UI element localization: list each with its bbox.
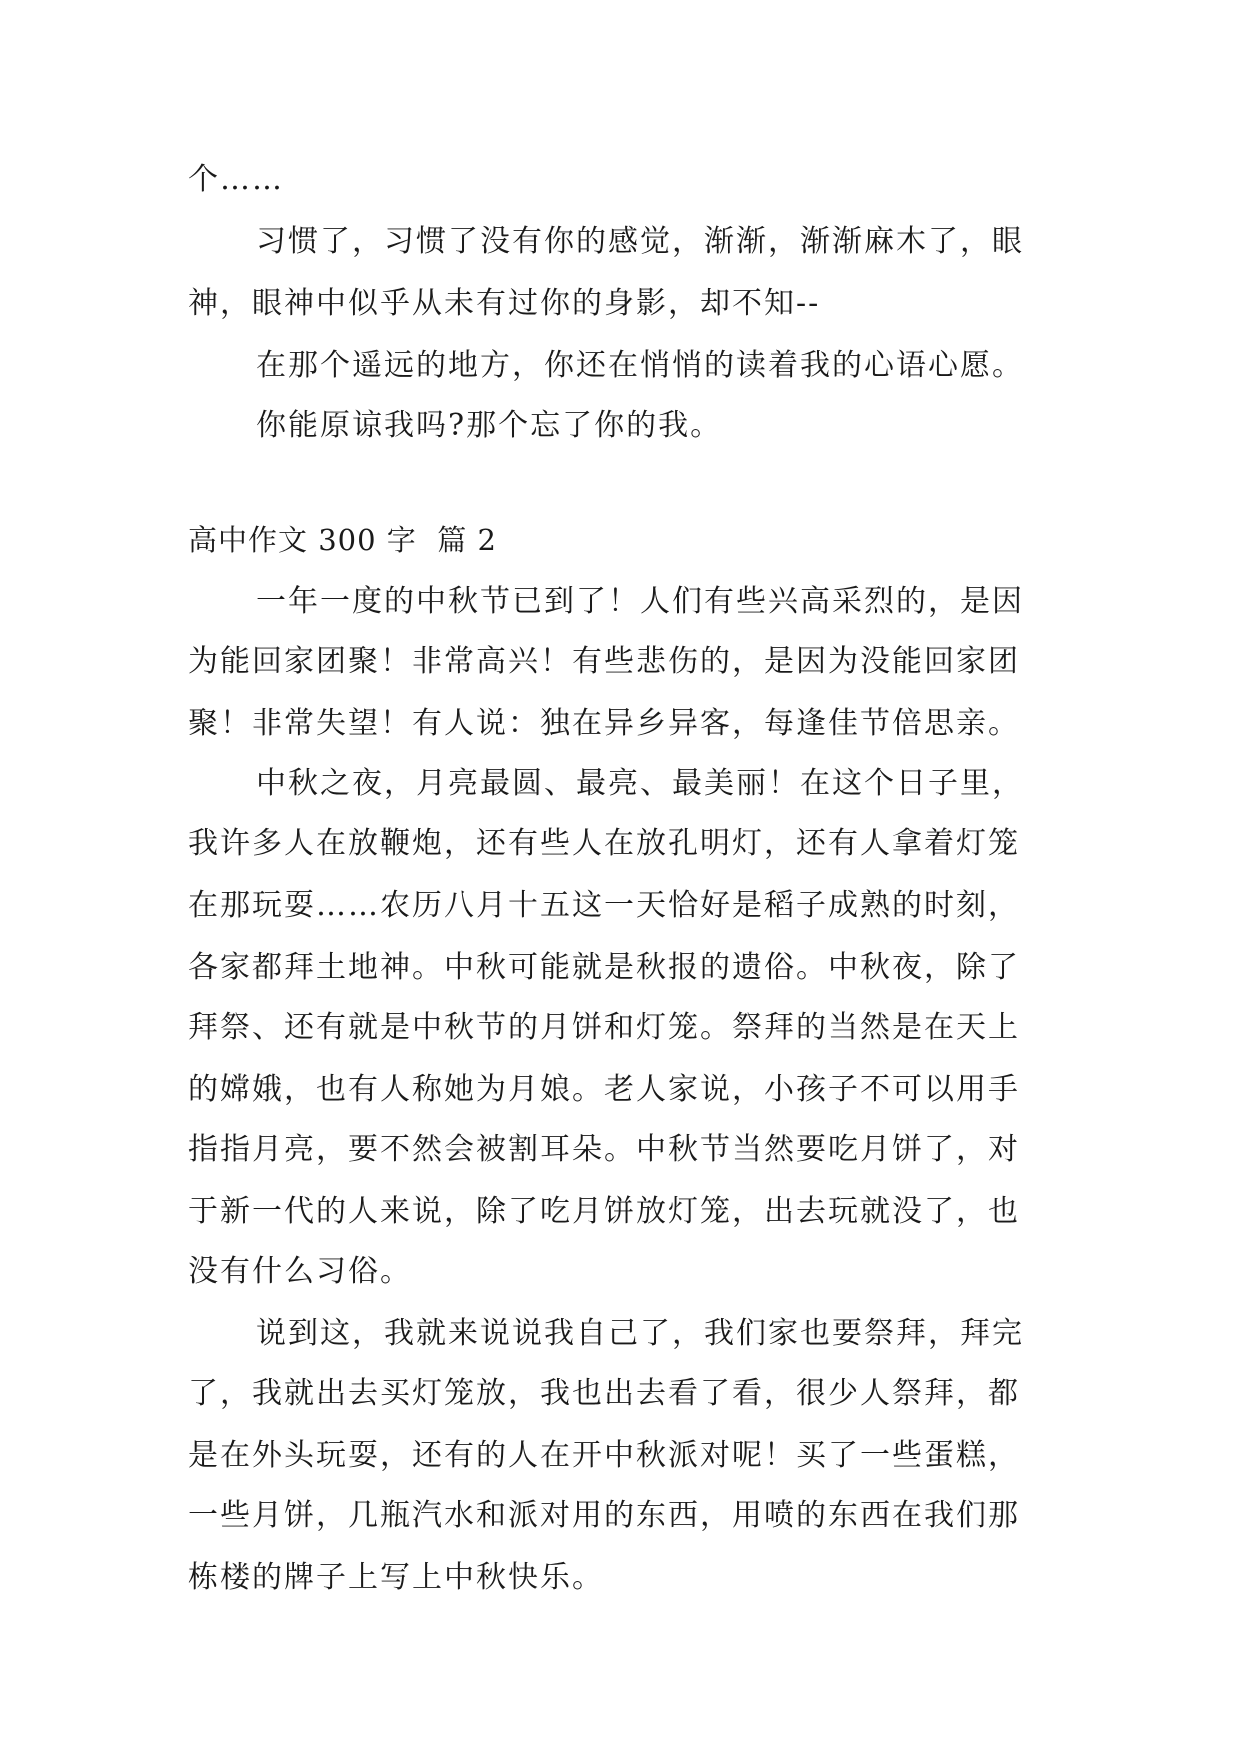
text-line: 为能回家团聚！非常高兴！有些悲伤的，是因为没能回家团 <box>188 644 1020 679</box>
text-line: 个…… <box>188 162 284 197</box>
text-line: 拜祭、还有就是中秋节的月饼和灯笼。祭拜的当然是在天上 <box>188 1010 1020 1045</box>
text-line: 聚！非常失望！有人说：独在异乡异客，每逢佳节倍思亲。 <box>188 706 1020 741</box>
section-heading: 高中作文 300 字 篇 2 <box>188 523 497 557</box>
paragraph-first-line: 在那个遥远的地方，你还在悄悄的读着我的心语心愿。 <box>256 348 1024 383</box>
text-line: 了，我就出去买灯笼放，我也出去看了看，很少人祭拜，都 <box>188 1376 1020 1411</box>
text-line: 指指月亮，要不然会被割耳朵。中秋节当然要吃月饼了，对 <box>188 1132 1020 1167</box>
text-line: 栋楼的牌子上写上中秋快乐。 <box>188 1560 604 1595</box>
text-line: 是在外头玩耍，还有的人在开中秋派对呢！买了一些蛋糕， <box>188 1438 1020 1473</box>
text-line: 各家都拜土地神。中秋可能就是秋报的遗俗。中秋夜，除了 <box>188 950 1020 985</box>
text-line: 神，眼神中似乎从未有过你的身影，却不知-- <box>188 286 821 321</box>
paragraph-first-line: 中秋之夜，月亮最圆、最亮、最美丽！在这个日子里， <box>256 766 1024 801</box>
paragraph-first-line: 说到这，我就来说说我自己了，我们家也要祭拜，拜完 <box>256 1316 1024 1351</box>
text-line: 的嫦娥，也有人称她为月娘。老人家说，小孩子不可以用手 <box>188 1072 1020 1107</box>
text-line: 没有什么习俗。 <box>188 1254 412 1289</box>
paragraph-first-line: 习惯了，习惯了没有你的感觉，渐渐，渐渐麻木了，眼 <box>256 224 1024 259</box>
text-line: 我许多人在放鞭炮，还有些人在放孔明灯，还有人拿着灯笼 <box>188 826 1020 861</box>
text-line: 在那玩耍……农历八月十五这一天恰好是稻子成熟的时刻， <box>188 888 1020 923</box>
paragraph-first-line: 一年一度的中秋节已到了！人们有些兴高采烈的，是因 <box>256 584 1024 619</box>
text-line: 于新一代的人来说，除了吃月饼放灯笼，出去玩就没了，也 <box>188 1194 1020 1229</box>
paragraph-first-line: 你能原谅我吗?那个忘了你的我。 <box>256 408 723 443</box>
text-line: 一些月饼，几瓶汽水和派对用的东西，用喷的东西在我们那 <box>188 1498 1020 1533</box>
